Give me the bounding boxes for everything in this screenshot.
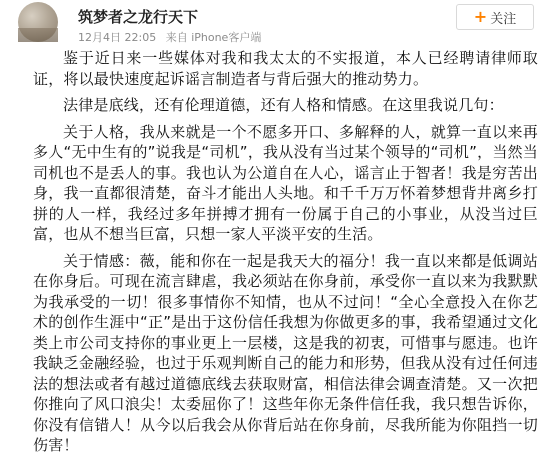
- post-date[interactable]: 12月4日 22:05: [78, 31, 157, 44]
- follow-button[interactable]: [456, 4, 534, 30]
- plus-icon: +: [473, 7, 488, 26]
- post-header: [0, 0, 550, 48]
- post-body: [33, 48, 538, 462]
- post-paragraph: 鉴于近日来一些媒体对我和我太太的不实报道，本人已经聘请律师取证，将以最快速度起诉谣言制造者与背后强大的推动势力。: [33, 49, 538, 88]
- follow-label: 关注: [490, 11, 517, 27]
- username[interactable]: 筑梦者之龙行天下: [78, 8, 199, 26]
- user-avatar[interactable]: [18, 2, 58, 42]
- post-source: 来自 iPhone客户端: [165, 31, 262, 44]
- post-paragraph: 关于人格，我从来就是一个不愿多开口、多解释的人，就算一直以来再多人“无中生有的”说我是“司机”，我从没有当过某个领导的“司机”，当然当司机也不是丢人的事。我也认为公道自在人心，谣言止于智者！我是穷苦出身，我一直都很清楚，奋斗才能出人头地。和千千万万怀着梦想背井离乡打拼的人一样，我经过多年拼搏才拥有一份属于自己的小事业，从没当过巨富，也从不想当巨富，只想一家人平淡平安的生活。: [33, 122, 538, 243]
- post-meta: [78, 29, 267, 45]
- post-paragraph: 关于情感：薇，能和你在一起是我天大的福分！我一直以来都是低调站在你身后。可现在流言肆虐，我必须站在你身前，承受你一直以来为我默默为我承受的一切！很多事情你不知情，也从不过问！“全心全意投入在你艺术的创作生涯中“正”是出于这份信任我想为你做更多的事，我希望通过文化类上市公司支持你的事业更上一层楼，这是我的初衷，可惜事与愿违。也许我缺乏金融经验，也过于乐观判断自己的能力和形势，但我从没有过任何违法的想法或者有越过道德底线去获取财富，相信法律会调查清楚。又一次把你推向了风口浪尖！太委屈你了！这些年你无条件信任我，我只想告诉你，你没有信错人！从今以后我会从你背后站在你身前，尽我所能为你阻挡一切伤害！: [33, 251, 538, 454]
- post-paragraph: 法律是底线，还有伦理道德，还有人格和情感。在这里我说几句：: [63, 96, 504, 114]
